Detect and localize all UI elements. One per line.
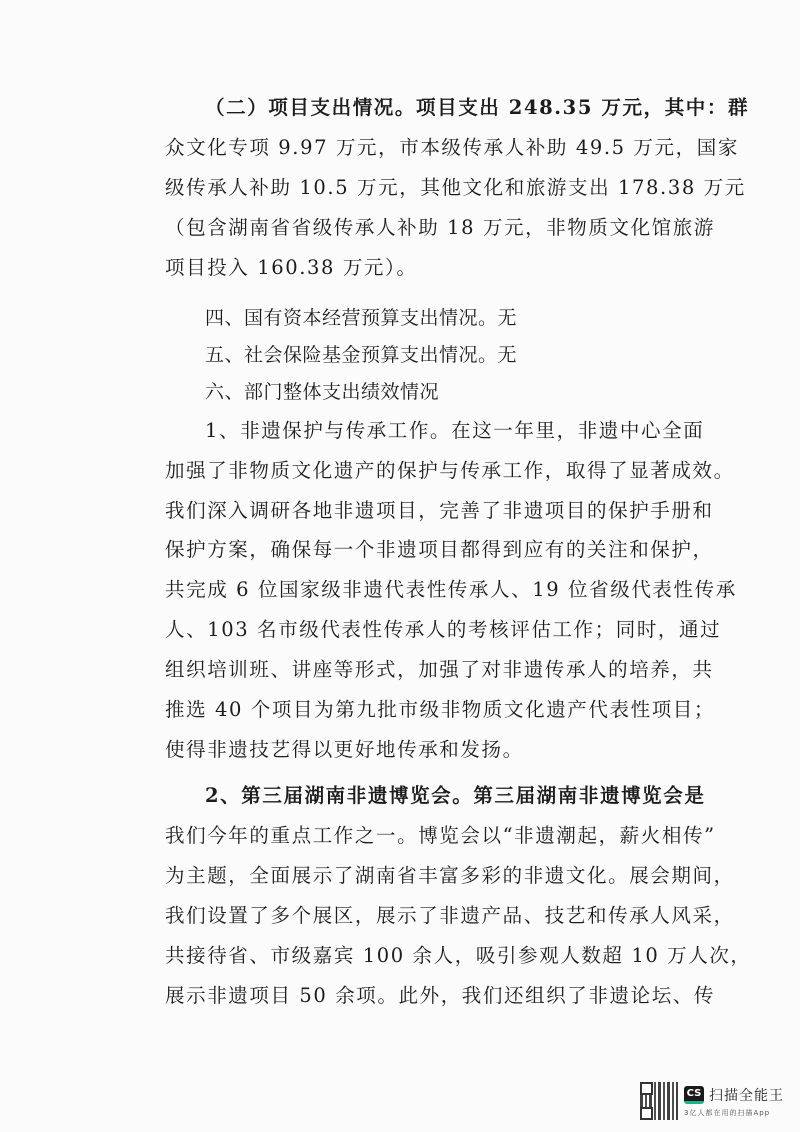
paragraph-project-expense-line-5: 项目投入 160.38 万元）。 — [165, 256, 418, 279]
item2-line-1: 2、第三届湖南非遗博览会。第三届湖南非遗博览会是 — [205, 784, 706, 807]
heading-state-capital-budget: 四、国有资本经营预算支出情况。无 — [205, 307, 518, 329]
heading-performance: 六、部门整体支出绩效情况 — [205, 381, 440, 403]
item1-line-9: 使得非遗技艺得以更好地传承和发扬。 — [165, 738, 524, 761]
item1-line-4: 保护方案，确保每一个非遗项目都得到应有的关注和保护， — [165, 538, 714, 561]
brand-name: 扫描全能王 — [709, 1087, 784, 1104]
qr-code-icon — [640, 1082, 678, 1120]
item1-line-1: 1、非遗保护与传承工作。在这一年里，非遗中心全面 — [205, 419, 705, 442]
paragraph-project-expense-line-3: 级传承人补助 10.5 万元，其他文化和旅游支出 178.38 万元 — [165, 176, 746, 199]
brand-tagline: 3亿人都在用的扫描App — [684, 1108, 771, 1117]
item2-line-4: 我们设置了多个展区，展示了非遗产品、技艺和传承人风采， — [165, 904, 735, 927]
heading-social-insurance-budget: 五、社会保险基金预算支出情况。无 — [205, 344, 518, 366]
brand-block — [684, 1085, 784, 1118]
paragraph-project-expense-line-1: （二）项目支出情况。项目支出 248.35 万元，其中：群 — [205, 96, 750, 119]
camscanner-watermark — [640, 1078, 800, 1124]
camscanner-logo-icon: CS — [684, 1086, 704, 1104]
item2-line-2: 我们今年的重点工作之一。博览会以“非遗潮起，薪火相传” — [165, 824, 716, 847]
item1-line-8: 推选 40 个项目为第九批市级非物质文化遗产代表性项目； — [165, 698, 716, 721]
item2-line-5: 共接待省、市级嘉宾 100 余人，吸引参观人数超 10 万人次， — [165, 944, 752, 967]
item1-line-2: 加强了非物质文化遗产的保护与传承工作，取得了显著成效。 — [165, 459, 735, 482]
paragraph-project-expense-line-4: （包含湖南省省级传承人补助 18 万元，非物质文化馆旅游 — [165, 216, 716, 239]
paragraph-project-expense-line-2: 众文化专项 9.97 万元，市本级传承人补助 49.5 万元，国家 — [165, 136, 739, 159]
item2-line-3: 为主题，全面展示了湖南省丰富多彩的非遗文化。展会期间， — [165, 864, 735, 887]
item2-line-6: 展示非遗项目 50 余项。此外，我们还组织了非遗论坛、传 — [165, 984, 716, 1007]
item1-line-3: 我们深入调研各地非遗项目，完善了非遗项目的保护手册和 — [165, 499, 714, 522]
item1-line-6: 人、103 名市级代表性传承人的考核评估工作；同时，通过 — [165, 618, 722, 641]
item1-line-5: 共完成 6 位国家级非遗代表性传承人、19 位省级代表性传承 — [165, 578, 737, 601]
item1-line-7: 组织培训班、讲座等形式，加强了对非遗传承人的培养，共 — [165, 658, 714, 681]
